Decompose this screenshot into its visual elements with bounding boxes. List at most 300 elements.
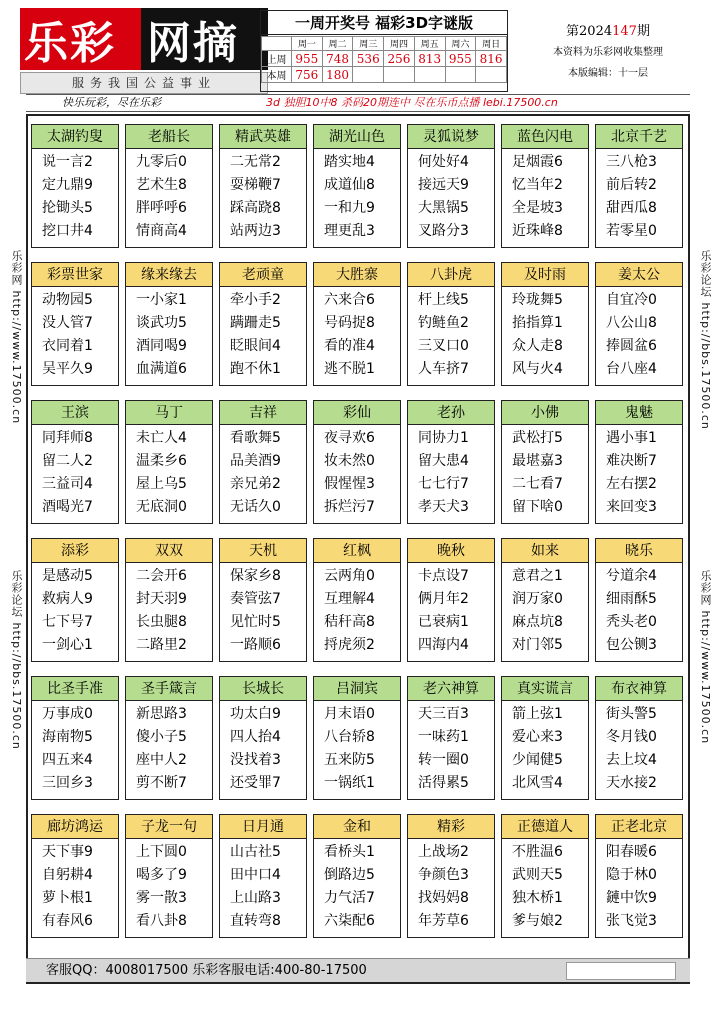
- riddle-card: [595, 124, 683, 248]
- riddle-author: 圣手箴言: [126, 677, 212, 701]
- banner-slogan: 快乐玩彩，尽在乐彩: [62, 96, 161, 109]
- riddle-lines: [408, 565, 494, 657]
- riddle-line: 二七看7: [512, 476, 563, 492]
- riddle-line: 一味药1: [418, 729, 469, 745]
- riddle-line: 天水接2: [606, 775, 657, 791]
- riddle-line: 转一圈0: [418, 752, 469, 768]
- riddle-line: 九零后0: [136, 154, 187, 170]
- riddle-line: 同协力1: [418, 430, 469, 446]
- riddle-card: [31, 124, 119, 248]
- riddle-author: 太湖钓叟: [32, 125, 118, 149]
- riddle-line: 天三百3: [418, 706, 469, 722]
- riddle-line: 对门邻5: [512, 637, 563, 653]
- riddle-card: [313, 124, 401, 248]
- draw-number: 256: [384, 51, 415, 67]
- riddle-line: 万事成0: [42, 706, 93, 722]
- riddle-line: 爱心来3: [512, 729, 563, 745]
- riddle-lines: [32, 151, 118, 243]
- issue-number: 第2024147期: [566, 24, 650, 39]
- riddle-line: 有春风6: [42, 913, 93, 929]
- riddle-line: 温柔乡6: [136, 453, 187, 469]
- riddle-card: [501, 262, 589, 386]
- riddle-card: [31, 262, 119, 386]
- riddle-card: [219, 676, 307, 800]
- riddle-line: 武则天5: [512, 867, 563, 883]
- riddle-card: [219, 814, 307, 938]
- side-text-left-top[interactable]: 乐彩网 http://www.17500.cn: [10, 250, 23, 425]
- riddle-line: 田中口4: [230, 867, 281, 883]
- riddle-line: 无话久0: [230, 499, 281, 515]
- riddle-author: 吕洞宾: [314, 677, 400, 701]
- riddle-line: 同拜师8: [42, 430, 93, 446]
- riddle-line: 一和九9: [324, 200, 375, 216]
- riddle-author: 小佛: [502, 401, 588, 425]
- riddle-author: 正老北京: [596, 815, 682, 839]
- riddle-line: 若零星0: [606, 223, 657, 239]
- riddle-author: 灵狐说梦: [408, 125, 494, 149]
- riddle-line: 已衰病1: [418, 614, 469, 630]
- riddle-row: [31, 124, 687, 248]
- riddle-line: 兮道余4: [606, 568, 657, 584]
- riddle-lines: [126, 703, 212, 795]
- riddle-line: 山古社5: [230, 844, 281, 860]
- draw-number: [384, 67, 415, 83]
- riddle-line: 钓鲢鱼2: [418, 315, 469, 331]
- riddle-line: 无底洞0: [136, 499, 187, 515]
- riddle-lines: [502, 151, 588, 243]
- riddle-line: 武松打5: [512, 430, 563, 446]
- riddle-line: 四五来4: [42, 752, 93, 768]
- riddle-card: [219, 262, 307, 386]
- day-label: 周三: [353, 37, 384, 51]
- riddle-line: 街头警5: [606, 706, 657, 722]
- riddle-line: 一锅纸1: [324, 775, 375, 791]
- riddle-line: 海南物5: [42, 729, 93, 745]
- riddle-line: 号码捉8: [324, 315, 375, 331]
- riddle-card: [501, 676, 589, 800]
- riddle-line: 踩高跷8: [230, 200, 281, 216]
- customer-service-info: 客服QQ：4008017500 乐彩客服电话:400-80-17500: [46, 963, 367, 978]
- riddle-lines: [220, 289, 306, 381]
- logo: [20, 8, 268, 70]
- riddle-line: 左右摆2: [606, 476, 657, 492]
- riddle-author: 蓝色闪电: [502, 125, 588, 149]
- riddle-line: 五来防5: [324, 752, 375, 768]
- riddle-line: 卡点设7: [418, 568, 469, 584]
- draw-number: 180: [322, 67, 353, 83]
- riddle-card: [407, 676, 495, 800]
- riddle-card: [31, 814, 119, 938]
- riddle-card: [313, 676, 401, 800]
- riddle-line: 新思路3: [136, 706, 187, 722]
- riddle-lines: [220, 427, 306, 519]
- riddle-line: 傻小子5: [136, 729, 187, 745]
- riddle-line: 没找着3: [230, 752, 281, 768]
- riddle-author: 大胜寨: [314, 263, 400, 287]
- riddle-line: 抡锄头5: [42, 200, 93, 216]
- riddle-line: 逃不脱1: [324, 361, 375, 377]
- riddle-line: 三叉口0: [418, 338, 469, 354]
- riddle-lines: [596, 289, 682, 381]
- riddle-line: 麻点坑8: [512, 614, 563, 630]
- riddle-card: [125, 400, 213, 524]
- riddle-line: 牵小手2: [230, 292, 281, 308]
- day-label: 周六: [445, 37, 476, 51]
- draw-number: 813: [414, 51, 445, 67]
- riddle-line: 冬月钱0: [606, 729, 657, 745]
- riddle-lines: [32, 427, 118, 519]
- riddle-author: 金和: [314, 815, 400, 839]
- riddle-line: 耍梯鞭7: [230, 177, 281, 193]
- riddle-line: 包公铡3: [606, 637, 657, 653]
- riddle-card: [31, 400, 119, 524]
- riddle-line: 三益司4: [42, 476, 93, 492]
- riddle-line: 孝天犬3: [418, 499, 469, 515]
- riddle-line: 一剑心1: [42, 637, 93, 653]
- riddle-author: 八卦虎: [408, 263, 494, 287]
- riddle-card: [501, 814, 589, 938]
- riddle-lines: [408, 427, 494, 519]
- riddle-card: [125, 814, 213, 938]
- riddle-lines: [126, 151, 212, 243]
- riddle-line: 屋上乌5: [136, 476, 187, 492]
- weekly-draw-title: 一周开奖号 福彩3D字谜版: [261, 11, 507, 35]
- day-label: 周五: [414, 37, 445, 51]
- riddle-line: 胖呼呼6: [136, 200, 187, 216]
- sub-banner: [26, 94, 690, 112]
- riddle-line: 四人抬4: [230, 729, 281, 745]
- riddle-line: 情商高4: [136, 223, 187, 239]
- riddle-line: 假惺惺3: [324, 476, 375, 492]
- riddle-line: 直转弯8: [230, 913, 281, 929]
- riddle-author: 老顽童: [220, 263, 306, 287]
- riddle-line: 大黑锅5: [418, 200, 469, 216]
- draw-number: [476, 67, 507, 83]
- riddle-line: 雾一散3: [136, 890, 187, 906]
- slogan: 服务我国公益事业: [20, 72, 268, 94]
- riddle-card: [407, 262, 495, 386]
- riddle-author: 晓乐: [596, 539, 682, 563]
- draw-number: 816: [476, 51, 507, 67]
- riddle-line: 品美酒9: [230, 453, 281, 469]
- riddle-lines: [502, 427, 588, 519]
- riddle-line: 捧圆盆6: [606, 338, 657, 354]
- riddle-author: 彩票世家: [32, 263, 118, 287]
- riddle-line: 俩月年2: [418, 591, 469, 607]
- riddle-line: 箭上弦1: [512, 706, 563, 722]
- riddle-line: 眨眼间4: [230, 338, 281, 354]
- riddle-card: [313, 814, 401, 938]
- riddle-line: 八公山8: [606, 315, 657, 331]
- riddle-lines: [408, 289, 494, 381]
- banner-promo[interactable]: 3d 独胆10中8 杀码20期连中 尽在乐币点播 lebi.17500.cn: [266, 96, 558, 109]
- riddle-lines: [502, 289, 588, 381]
- riddle-card: [313, 400, 401, 524]
- riddle-lines: [314, 565, 400, 657]
- riddle-card: [125, 538, 213, 662]
- riddle-line: 六柒配6: [324, 913, 375, 929]
- riddle-line: 近珠峰8: [512, 223, 563, 239]
- riddle-lines: [314, 841, 400, 933]
- riddle-author: 子龙一句: [126, 815, 212, 839]
- riddle-line: 座中人2: [136, 752, 187, 768]
- riddle-author: 真实谎言: [502, 677, 588, 701]
- riddle-author: 老船长: [126, 125, 212, 149]
- riddle-lines: [220, 565, 306, 657]
- riddle-author: 老孙: [408, 401, 494, 425]
- riddle-line: 去上坟4: [606, 752, 657, 768]
- riddle-line: 三八枪3: [606, 154, 657, 170]
- riddle-lines: [596, 841, 682, 933]
- riddle-line: 自宜冷0: [606, 292, 657, 308]
- riddle-line: 鏈中饮9: [606, 890, 657, 906]
- riddle-author: 吉祥: [220, 401, 306, 425]
- riddle-line: 衣同着1: [42, 338, 93, 354]
- draw-number: 748: [322, 51, 353, 67]
- riddle-line: 独木桥1: [512, 890, 563, 906]
- riddle-lines: [220, 151, 306, 243]
- riddle-lines: [126, 841, 212, 933]
- riddle-line: 剪不断7: [136, 775, 187, 791]
- riddle-line: 三回乡3: [42, 775, 93, 791]
- riddle-line: 爹与娘2: [512, 913, 563, 929]
- riddle-line: 足烟霞6: [512, 154, 563, 170]
- riddle-line: 挖口井4: [42, 223, 93, 239]
- riddle-line: 难决断7: [606, 453, 657, 469]
- logo-black-text: 网摘: [141, 8, 268, 70]
- riddle-lines: [126, 289, 212, 381]
- riddle-line: 天下事9: [42, 844, 93, 860]
- side-text-right-top[interactable]: 乐彩论坛 http://bbs.17500.cn: [699, 250, 712, 430]
- riddle-card: [595, 814, 683, 938]
- riddle-lines: [502, 703, 588, 795]
- riddle-line: 张飞觉3: [606, 913, 657, 929]
- riddle-line: 动物园5: [42, 292, 93, 308]
- riddle-line: 酒同喝9: [136, 338, 187, 354]
- riddle-line: 找妈妈8: [418, 890, 469, 906]
- riddle-line: 夜寻欢6: [324, 430, 375, 446]
- riddle-line: 润万家0: [512, 591, 563, 607]
- riddle-row: [31, 814, 687, 938]
- riddle-lines: [596, 703, 682, 795]
- draw-number: 955: [292, 51, 323, 67]
- riddle-lines: [126, 427, 212, 519]
- riddle-line: 上战场2: [418, 844, 469, 860]
- riddle-card: [219, 124, 307, 248]
- side-text-right-bottom[interactable]: 乐彩网 http://www.17500.cn: [699, 570, 712, 745]
- riddle-line: 喝多了9: [136, 867, 187, 883]
- riddle-author: 布衣神算: [596, 677, 682, 701]
- riddle-line: 理更乱3: [324, 223, 375, 239]
- riddle-card: [125, 124, 213, 248]
- riddle-author: 双双: [126, 539, 212, 563]
- draw-number: [353, 67, 384, 83]
- riddle-row: [31, 676, 687, 800]
- riddle-card: [595, 538, 683, 662]
- riddle-line: 互理解4: [324, 591, 375, 607]
- riddle-lines: [32, 703, 118, 795]
- riddle-line: 上下圆0: [136, 844, 187, 860]
- riddle-line: 一小家1: [136, 292, 187, 308]
- riddle-line: 一路顺6: [230, 637, 281, 653]
- riddle-line: 谈武功5: [136, 315, 187, 331]
- riddle-line: 上山路3: [230, 890, 281, 906]
- riddle-line: 四海内4: [418, 637, 469, 653]
- riddle-card: [407, 814, 495, 938]
- riddle-line: 隐于林0: [606, 867, 657, 883]
- riddle-line: 成道仙8: [324, 177, 375, 193]
- riddle-line: 二路里2: [136, 637, 187, 653]
- footer: [26, 958, 690, 982]
- riddle-line: 长虫腿8: [136, 614, 187, 630]
- riddle-line: 秸秆高8: [324, 614, 375, 630]
- editor-note: 本版编辑：十一层: [568, 68, 648, 79]
- riddle-line: 没人管7: [42, 315, 93, 331]
- riddle-line: 捋虎须2: [324, 637, 375, 653]
- riddle-card: [501, 400, 589, 524]
- footer-blank-box: [566, 962, 676, 980]
- riddle-line: 遇小事1: [606, 430, 657, 446]
- riddle-lines: [408, 841, 494, 933]
- riddle-line: 前后转2: [606, 177, 657, 193]
- riddle-author: 精彩: [408, 815, 494, 839]
- riddle-lines: [596, 565, 682, 657]
- riddle-line: 风与火4: [512, 361, 563, 377]
- side-text-left-bottom[interactable]: 乐彩论坛 http://bbs.17500.cn: [10, 570, 23, 750]
- riddle-author: 马丁: [126, 401, 212, 425]
- last-week-label: 上周: [262, 51, 292, 67]
- riddle-line: 二会开6: [136, 568, 187, 584]
- riddle-line: 接远天9: [418, 177, 469, 193]
- riddle-author: 日月通: [220, 815, 306, 839]
- riddle-lines: [314, 151, 400, 243]
- riddle-line: 未亡人4: [136, 430, 187, 446]
- riddle-line: 看八卦8: [136, 913, 187, 929]
- riddle-author: 湖光山色: [314, 125, 400, 149]
- riddle-line: 封天羽9: [136, 591, 187, 607]
- riddle-line: 年芳草6: [418, 913, 469, 929]
- riddle-card: [313, 262, 401, 386]
- riddle-line: 争颜色3: [418, 867, 469, 883]
- riddle-line: 秃头老0: [606, 614, 657, 630]
- riddle-line: 少闻健5: [512, 752, 563, 768]
- riddle-line: 妆未然0: [324, 453, 375, 469]
- riddle-card: [219, 400, 307, 524]
- riddle-line: 不胜温6: [512, 844, 563, 860]
- day-label: 周二: [322, 37, 353, 51]
- riddle-author: 姜太公: [596, 263, 682, 287]
- riddle-author: 天机: [220, 539, 306, 563]
- riddle-line: 叉路分3: [418, 223, 469, 239]
- riddle-line: 留二人2: [42, 453, 93, 469]
- riddle-line: 二无常2: [230, 154, 281, 170]
- draw-number: [414, 67, 445, 83]
- riddle-author: 老六神算: [408, 677, 494, 701]
- riddle-line: 杆上线5: [418, 292, 469, 308]
- riddle-line: 北风雪4: [512, 775, 563, 791]
- riddle-line: 见忙时5: [230, 614, 281, 630]
- riddle-line: 意君之1: [512, 568, 563, 584]
- riddle-line: 功太白9: [230, 706, 281, 722]
- riddle-card: [595, 400, 683, 524]
- riddle-line: 萝卜根1: [42, 890, 93, 906]
- riddle-line: 定九鼎9: [42, 177, 93, 193]
- riddle-line: 是感动5: [42, 568, 93, 584]
- riddle-card: [125, 676, 213, 800]
- riddle-line: 艺术生8: [136, 177, 187, 193]
- riddle-line: 奏管弦7: [230, 591, 281, 607]
- riddle-author: 长城长: [220, 677, 306, 701]
- draw-number: 756: [292, 67, 323, 83]
- riddle-line: 月末语0: [324, 706, 375, 722]
- riddle-author: 鬼魅: [596, 401, 682, 425]
- riddle-row: [31, 538, 687, 662]
- riddle-row: [31, 400, 687, 524]
- riddle-line: 还受罪7: [230, 775, 281, 791]
- riddle-line: 看桥头1: [324, 844, 375, 860]
- riddle-line: 最堪嘉3: [512, 453, 563, 469]
- draw-number: 955: [445, 51, 476, 67]
- riddle-lines: [408, 151, 494, 243]
- riddle-card: [31, 538, 119, 662]
- riddle-line: 留大患4: [418, 453, 469, 469]
- draw-number: 536: [353, 51, 384, 67]
- riddle-line: 全是坡3: [512, 200, 563, 216]
- riddle-line: 救病人9: [42, 591, 93, 607]
- riddle-author: 廊坊鸿运: [32, 815, 118, 839]
- riddle-card: [407, 124, 495, 248]
- riddle-author: 如来: [502, 539, 588, 563]
- this-week-label: 本周: [262, 67, 292, 83]
- riddle-lines: [32, 289, 118, 381]
- riddle-card: [31, 676, 119, 800]
- riddle-card: [219, 538, 307, 662]
- riddle-card: [407, 538, 495, 662]
- weekly-draw-table: [261, 36, 507, 83]
- riddle-card: [501, 538, 589, 662]
- riddle-line: 说一言2: [42, 154, 93, 170]
- riddle-line: 忆当年2: [512, 177, 563, 193]
- source-note: 本资料为乐彩网收集整理: [553, 47, 663, 58]
- riddle-line: 踏实地4: [324, 154, 375, 170]
- riddle-line: 站两边3: [230, 223, 281, 239]
- riddle-line: 六来合6: [324, 292, 375, 308]
- riddle-lines: [502, 841, 588, 933]
- riddle-line: 阳春暖6: [606, 844, 657, 860]
- riddle-line: 甜西瓜8: [606, 200, 657, 216]
- riddle-author: 晚秋: [408, 539, 494, 563]
- riddle-line: 七下号7: [42, 614, 93, 630]
- riddle-author: 红枫: [314, 539, 400, 563]
- riddle-line: 亲兄弟2: [230, 476, 281, 492]
- riddle-line: 人车挤7: [418, 361, 469, 377]
- riddle-line: 活得累5: [418, 775, 469, 791]
- riddle-line: 跑不休1: [230, 361, 281, 377]
- riddle-lines: [314, 703, 400, 795]
- riddle-card: [501, 124, 589, 248]
- riddle-line: 掐指算1: [512, 315, 563, 331]
- riddle-line: 力气活7: [324, 890, 375, 906]
- issue-info: [516, 10, 700, 92]
- riddle-lines: [314, 289, 400, 381]
- day-label: 周日: [476, 37, 507, 51]
- riddle-lines: [32, 841, 118, 933]
- riddle-lines: [126, 565, 212, 657]
- riddle-lines: [220, 841, 306, 933]
- day-label: 周四: [384, 37, 415, 51]
- draw-number: [445, 67, 476, 83]
- riddle-author: 彩仙: [314, 401, 400, 425]
